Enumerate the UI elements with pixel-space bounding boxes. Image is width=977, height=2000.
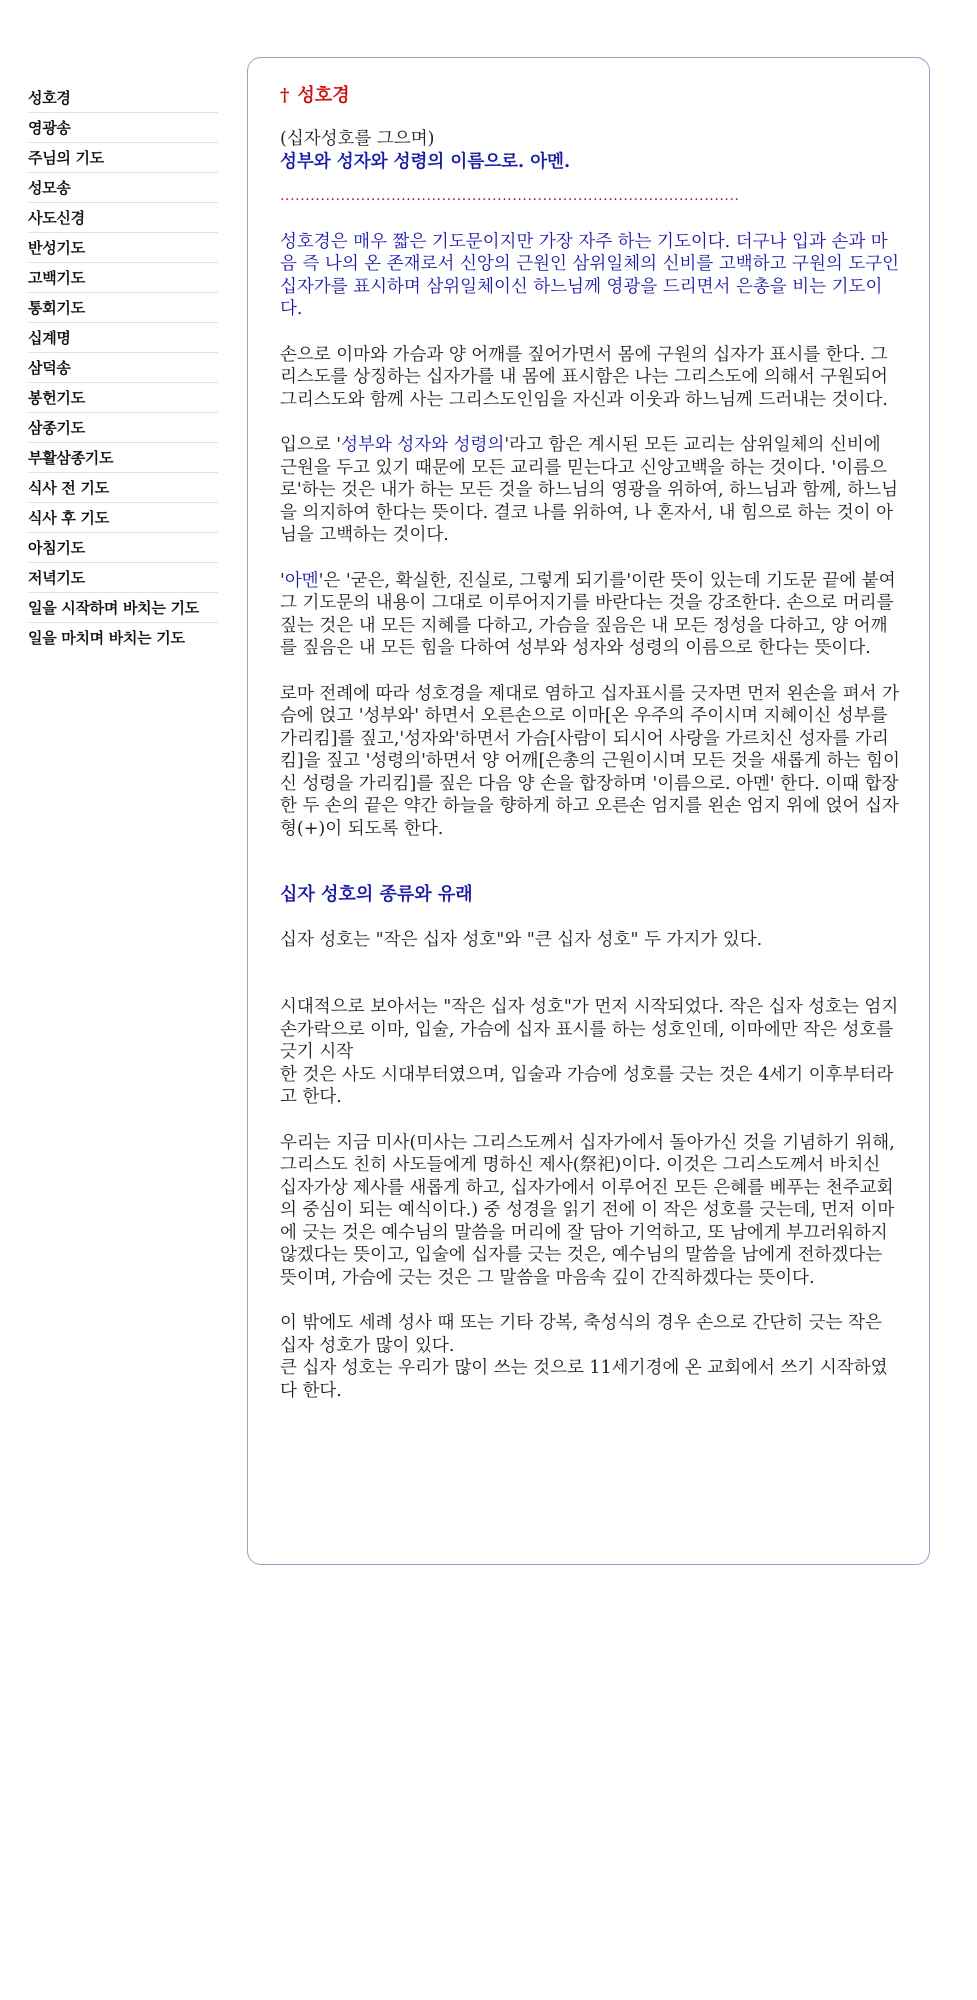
nav-item [28,234,218,263]
paragraph-6a: 시대적으로 보아서는 "작은 십자 성호"가 먼저 시작되었다. 작은 십자 성호는 엄지손가락으로 이마, 입술, 가슴에 십자 표시를 하는 성호인데, 이마에만 작은 성호를 긋기 시작 [280,997,899,1062]
dotted-divider: ........................................................................................... [280,188,740,204]
paragraph-6b: 한 것은 사도 시대부터였으며, 입술과 가슴에 성호를 긋는 것은 4세기 이후부터라고 한다. [280,1064,894,1107]
nav-item [28,114,218,143]
paragraph-2-pre: 입으로 ' [280,435,342,455]
nav-item [28,624,218,652]
paragraph-3-highlight: 아멘 [284,570,319,591]
paragraph-3-post: '은 '굳은, 확실한, 진실로, 그렇게 되기를'이란 뜻이 있는데 기도문 끝에 붙여 그 기도문의 내용이 그대로 이루어지기를 바란다는 것을 강조한다. 손으로 머리를 짚는 것은 내 모든 지혜를 다하고, 가슴을 짚음은 내 모든 정성을 다하고, 양 어깨를 짚음은 내 모든 힘을 다하여 성부와 성자와 성령의 이름으로 한다는 뜻이다. [280,570,896,658]
intro-paragraph: 성호경은 매우 짧은 기도문이지만 가장 자주 하는 기도이다. 더구나 입과 손과 마음 즉 나의 온 존재로서 신앙의 근원인 삼위일체의 신비를 고백하고 구원의 도구인 십자가를 표시하며 삼위일체이신 하느님께 영광을 드리면서 은총을 비는 기도이다. [280,231,900,319]
prayer-text: 성부와 성자와 성령의 이름으로. 아멘. [280,151,571,172]
paragraph-4: 로마 전례에 따라 성호경을 제대로 염하고 십자표시를 긋자면 먼저 왼손을 펴서 가슴에 얹고 '성부와' 하면서 오른손으로 이마[온 우주의 주이시며 지혜이신 성부를 가리킴]를 짚고,'성자와'하면서 가슴[사람이 되시어 사랑을 가르치신 성자를 가리킴]을 짚고 '성령의'하면서 양 어깨[은총의 근원이시며 모든 것을 새롭게 하는 힘이신 성령을 가리킴]를 짚은 다음 양 손을 합장하며 '이름으로. 아멘' 한다. 이때 합장한 두 손의 끝은 약간 하늘을 향하게 하고 오른손 엄지를 왼손 엄지 위에 얹어 십자형(+)이 되도록 한다. [280,683,900,839]
paragraph-2-post: '라고 함은 계시된 모든 교리는 삼위일체의 신비에 근원을 두고 있기 때문에 모든 교리를 믿는다고 신앙고백을 하는 것이다. '이름으로'하는 것은 내가 하는 모든 것을 하느님의 영광을 위하여, 하느님과 함께, 하느님을 의지하여 한다는 뜻이다. 결코 나를 위하여, 나 혼자서, 내 힘으로 하는 것이 아님을 고백하는 것이다. [280,435,899,545]
content [280,84,900,1402]
nav-link-evening[interactable]: 저녁기도 [28,569,85,587]
sidebar-nav [28,84,218,653]
paragraph-8b: 큰 십자 성호는 우리가 많이 쓰는 것으로 11세기경에 온 교회에서 쓰기 시작하였다 한다. [280,1358,888,1401]
nav-link-confiteor[interactable]: 고백기도 [28,269,85,287]
paragraph-3-pre: ' [280,570,285,591]
paragraph-8a: 이 밖에도 세례 성사 때 또는 기타 강복, 축성식의 경우 손으로 간단히 긋는 작은 십자 성호가 많이 있다. [280,1313,882,1356]
nav-link-angelus[interactable]: 삼종기도 [28,419,85,437]
nav-link-lords-prayer[interactable]: 주님의 기도 [28,149,104,167]
nav-item [28,294,218,323]
nav-link-glory-be[interactable]: 영광송 [28,119,71,137]
nav-link-commandments[interactable]: 십계명 [28,329,71,347]
nav-item [28,414,218,443]
nav-link-apostles-creed[interactable]: 사도신경 [28,209,85,227]
nav-item [28,354,218,383]
nav-item [28,384,218,413]
nav-item [28,474,218,503]
nav-link-offering[interactable]: 봉헌기도 [28,389,85,407]
nav-item [28,144,218,173]
nav-item [28,534,218,563]
nav-link-regina-caeli[interactable]: 부활삼종기도 [28,449,114,467]
paragraph-2-highlight: 성부와 성자와 성령의 [341,435,505,455]
nav-link-morning[interactable]: 아침기도 [28,539,85,557]
page-title-text: 성호경 [297,85,350,106]
nav-item [28,264,218,293]
page-title [280,84,900,108]
paragraph-1: 손으로 이마와 가슴과 양 어깨를 짚어가면서 몸에 구원의 십자가 표시를 한다. 그리스도를 상징하는 십자가를 내 몸에 표시함은 나는 그리스도에 의해서 구원되어 그리스도와 함께 사는 그리스도인임을 자신과 이웃과 하느님께 드러내는 것이다. [280,344,888,410]
nav-link-after-meal[interactable]: 식사 후 기도 [28,509,109,527]
nav-link-sungho[interactable]: 성호경 [28,89,71,107]
nav-link-before-meal[interactable]: 식사 전 기도 [28,479,109,497]
nav-link-before-work[interactable]: 일을 시작하며 바치는 기도 [28,599,199,617]
cross-icon: † [280,85,290,106]
nav-item [28,504,218,533]
nav-item [28,84,218,113]
nav-link-after-work[interactable]: 일을 마치며 바치는 기도 [28,629,185,647]
paragraph-2 [280,434,900,547]
nav-item [28,594,218,623]
nav-item [28,204,218,233]
nav-item [28,564,218,593]
nav-link-examination[interactable]: 반성기도 [28,239,85,257]
paragraph-7: 우리는 지금 미사(미사는 그리스도께서 십자가에서 돌아가신 것을 기념하기 위해, 그리스도 친히 사도들에게 명하신 제사(祭祀)이다. 이것은 그리스도께서 바치신 십자가상 제사를 새롭게 하고, 십자가에서 이루어진 모든 은혜를 베푸는 천주교회의 중심이 되는 예식이다.) 중 성경을 읽기 전에 이 작은 성호를 긋는데, 먼저 이마에 긋는 것은 예수님의 말씀을 머리에 잘 담아 기억하고, 또 남에게 부끄러워하지 않겠다는 뜻이고, 입술에 십자를 긋는 것은, 예수님의 말씀을 남에게 전하겠다는 뜻이며, 가슴에 긋는 것은 그 말씀을 마음속 깊이 간직하겠다는 뜻이다. [280,1132,895,1288]
nav-item [28,324,218,353]
paragraph-3 [280,570,900,660]
instruction-text: (십자성호를 그으며) [280,129,435,149]
nav-link-theological-virtues[interactable]: 삼덕송 [28,359,71,377]
nav-item [28,444,218,473]
nav-link-contrition[interactable]: 통회기도 [28,299,85,317]
paragraph-5: 십자 성호는 "작은 십자 성호"와 "큰 십자 성호" 두 가지가 있다. [280,929,763,950]
section-title: 십자 성호의 종류와 유래 [280,884,473,905]
nav-item [28,174,218,203]
nav-link-hail-mary[interactable]: 성모송 [28,179,71,197]
